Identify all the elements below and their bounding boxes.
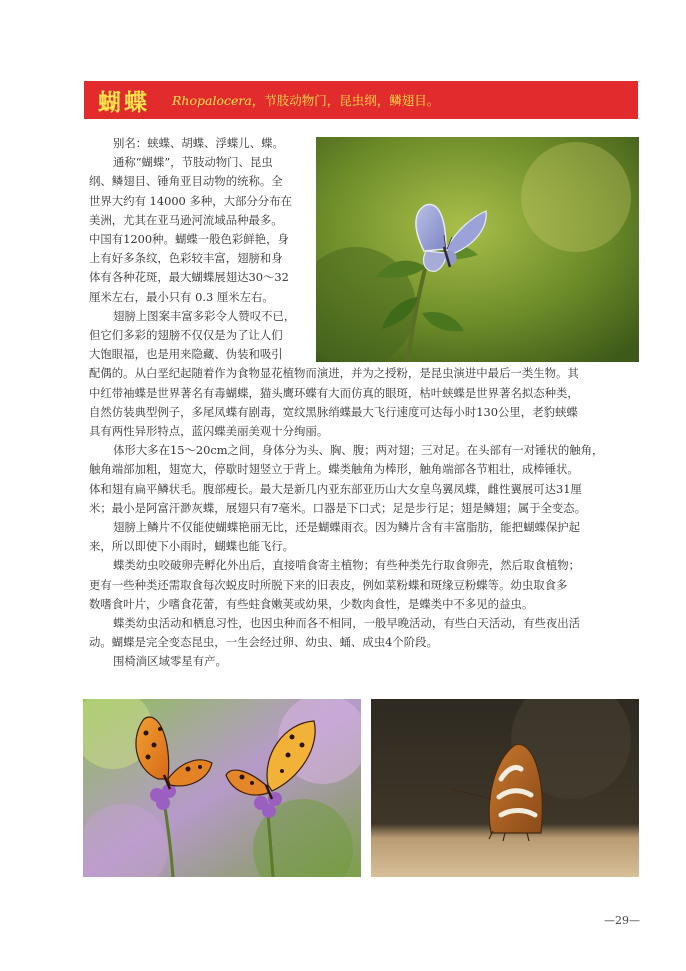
- text-line: 蝶类幼虫活动和栖息习性，也因虫种而各不相同，一般早晚活动，有些白天活动，有些夜出活: [113, 616, 581, 630]
- orange-butterflies-photo: [83, 699, 361, 877]
- section-title: 蝴蝶: [98, 89, 150, 116]
- text-line: 世界大约有 14000 多种，大部分分布在: [89, 193, 292, 208]
- text-line: 蝶类幼虫咬破卵壳孵化外出后，直接啃食寄主植物；有些种类先行取食卵壳，然后取食植物；: [113, 558, 581, 573]
- text-line: 触角端部加粗，翅宽大，停歇时翅竖立于背上。蝶类触角为棒形，触角端部各节粗壮，成棒锤状。: [89, 462, 579, 477]
- text-line: 大饱眼福，也是用来隐藏、伪装和吸引: [89, 347, 283, 362]
- text-line: 体有各种花斑，最大蝴蝶展翅达30～32: [89, 270, 289, 285]
- text-line: 体和翅有扁平鳞状毛。腹部瘦长。最大是新几内亚东部亚历山大女皇鸟翼凤蝶，雌性翼展可达31厘: [89, 481, 582, 496]
- text-line: 动。蝴蝶是完全变态昆虫，一生会经过卵、幼虫、蛹、成虫4个阶段。: [89, 635, 438, 650]
- text-line: 体形大多在15～20cm之间，身体分为头、胸、腹；两对翅；三对足。在头部有一对锤状的触角，: [113, 443, 604, 458]
- text-line: 更有一些种类还需取食每次蜕皮时所脱下来的旧表皮，例如菜粉蝶和斑缘豆粉蝶等。幼虫取食多: [89, 577, 568, 592]
- text-line: 美洲，尤其在亚马逊河流域品种最多。: [89, 212, 283, 227]
- blue-butterfly-photo: [316, 137, 639, 362]
- text-line: 配偶的。从白垩纪起随着作为食物显花植物而演进，并为之授粉，是昆虫演进中最后一类生物。其: [89, 366, 579, 381]
- latin-name: Rhopalocera: [172, 93, 252, 108]
- brown-butterfly-photo: [371, 699, 639, 877]
- text-line: 翅膀上鳞片不仅能使蝴蝶艳丽无比，还是蝴蝶雨衣。因为鳞片含有丰富脂肪，能把蝴蝶保护起: [113, 520, 581, 534]
- text-line: 别名：蛱蝶、胡蝶、浮蝶儿、蝶。: [113, 136, 284, 150]
- text-line: 中红带袖蝶是世界著名有毒蝴蝶，猫头鹰环蝶有大而仿真的眼斑，枯叶蛱蝶是世界著名拟态种类，: [89, 385, 579, 400]
- text-line: 围椅淌区域零星有产。: [113, 654, 227, 669]
- text-line: 通称“蝴蝶”，节肢动物门、昆虫: [113, 155, 273, 170]
- text-line: 中国有1200种。蝴蝶一般色彩鲜艳，身: [89, 232, 289, 246]
- text-line: 上有好多条纹，色彩较丰富，翅膀和身: [89, 251, 283, 266]
- text-line: 但它们多彩的翅膀不仅仅是为了让人们: [89, 328, 283, 342]
- text-line: 具有两性异形特点，蓝闪蝶美丽美观十分绚丽。: [89, 424, 329, 438]
- section-subtitle: [172, 91, 439, 109]
- text-line: 厘米左右，最小只有 0.3 厘米左右。: [89, 289, 274, 304]
- page-number: —29—: [604, 914, 640, 927]
- text-line: 自然仿装典型例子，多尾凤蝶有剧毒，宽纹黑脉绡蝶最大飞行速度可达每小时130公里，老豹蛱蝶: [89, 404, 578, 419]
- text-line: 翅膀上图案丰富多彩令人赞叹不已，: [113, 308, 296, 323]
- text-line: 米；最小是阿富汗渺灰蝶，展翅只有7毫米。口器是下口式；足是步行足；翅是鳞翅；属于全变态。: [89, 500, 587, 515]
- text-line: 来，所以即使下小雨时，蝴蝶也能飞行。: [89, 539, 295, 554]
- classification-text: ，节肢动物门，昆虫纲，鳞翅目。: [251, 93, 440, 108]
- section-header: [84, 81, 638, 119]
- text-line: 纲、鳞翅目、锤角亚目动物的统称。全: [89, 174, 283, 189]
- text-line: 数嗜食叶片，少嗜食花蕾，有些蛀食嫩荚或幼果，少数肉食性，是蝶类中不多见的益虫。: [89, 596, 534, 611]
